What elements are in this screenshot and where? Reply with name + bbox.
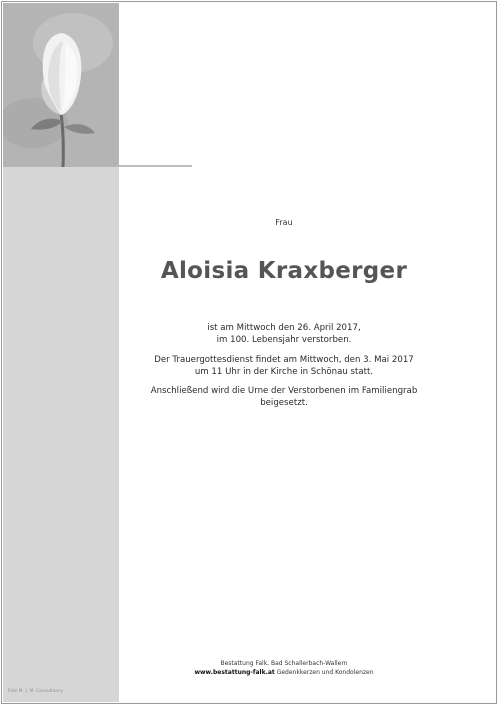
side-band: [3, 167, 119, 702]
funeral-home-footer: [119, 659, 449, 677]
photo-credit: Foto M. J. M. Consultancy: [8, 688, 64, 693]
death-line-2: im 100. Lebensjahr verstorben.: [216, 335, 352, 345]
rose-icon: [3, 3, 119, 167]
death-line-1: ist am Mittwoch den 26. April 2017,: [207, 323, 361, 333]
funeral-home-name: Bestattung Falk, Bad Schallerbach-Wallern: [220, 660, 348, 667]
urn-paragraph: [119, 385, 449, 409]
service-line-2: um 11 Uhr in der Kirche in Schönau statt.: [194, 367, 374, 377]
website-suffix: Gedenkkerzen und Kondolenzen: [276, 669, 374, 676]
divider-rule: [116, 165, 192, 167]
footer-web-line: [119, 668, 449, 677]
salutation: Frau: [275, 218, 293, 227]
urn-line-2: beigesetzt.: [260, 398, 308, 408]
death-paragraph: [119, 322, 449, 346]
urn-line-1: Anschließend wird die Urne der Verstorbenen im Familiengrab: [150, 386, 418, 396]
service-paragraph: [119, 354, 449, 378]
service-line-1: Der Trauergottesdienst findet am Mittwoch, den 3. Mai 2017: [154, 355, 414, 365]
deceased-name: Aloisia Kraxberger: [160, 258, 408, 284]
website-link[interactable]: www.bestattung-falk.at: [194, 669, 275, 676]
rose-photo: [3, 3, 119, 167]
